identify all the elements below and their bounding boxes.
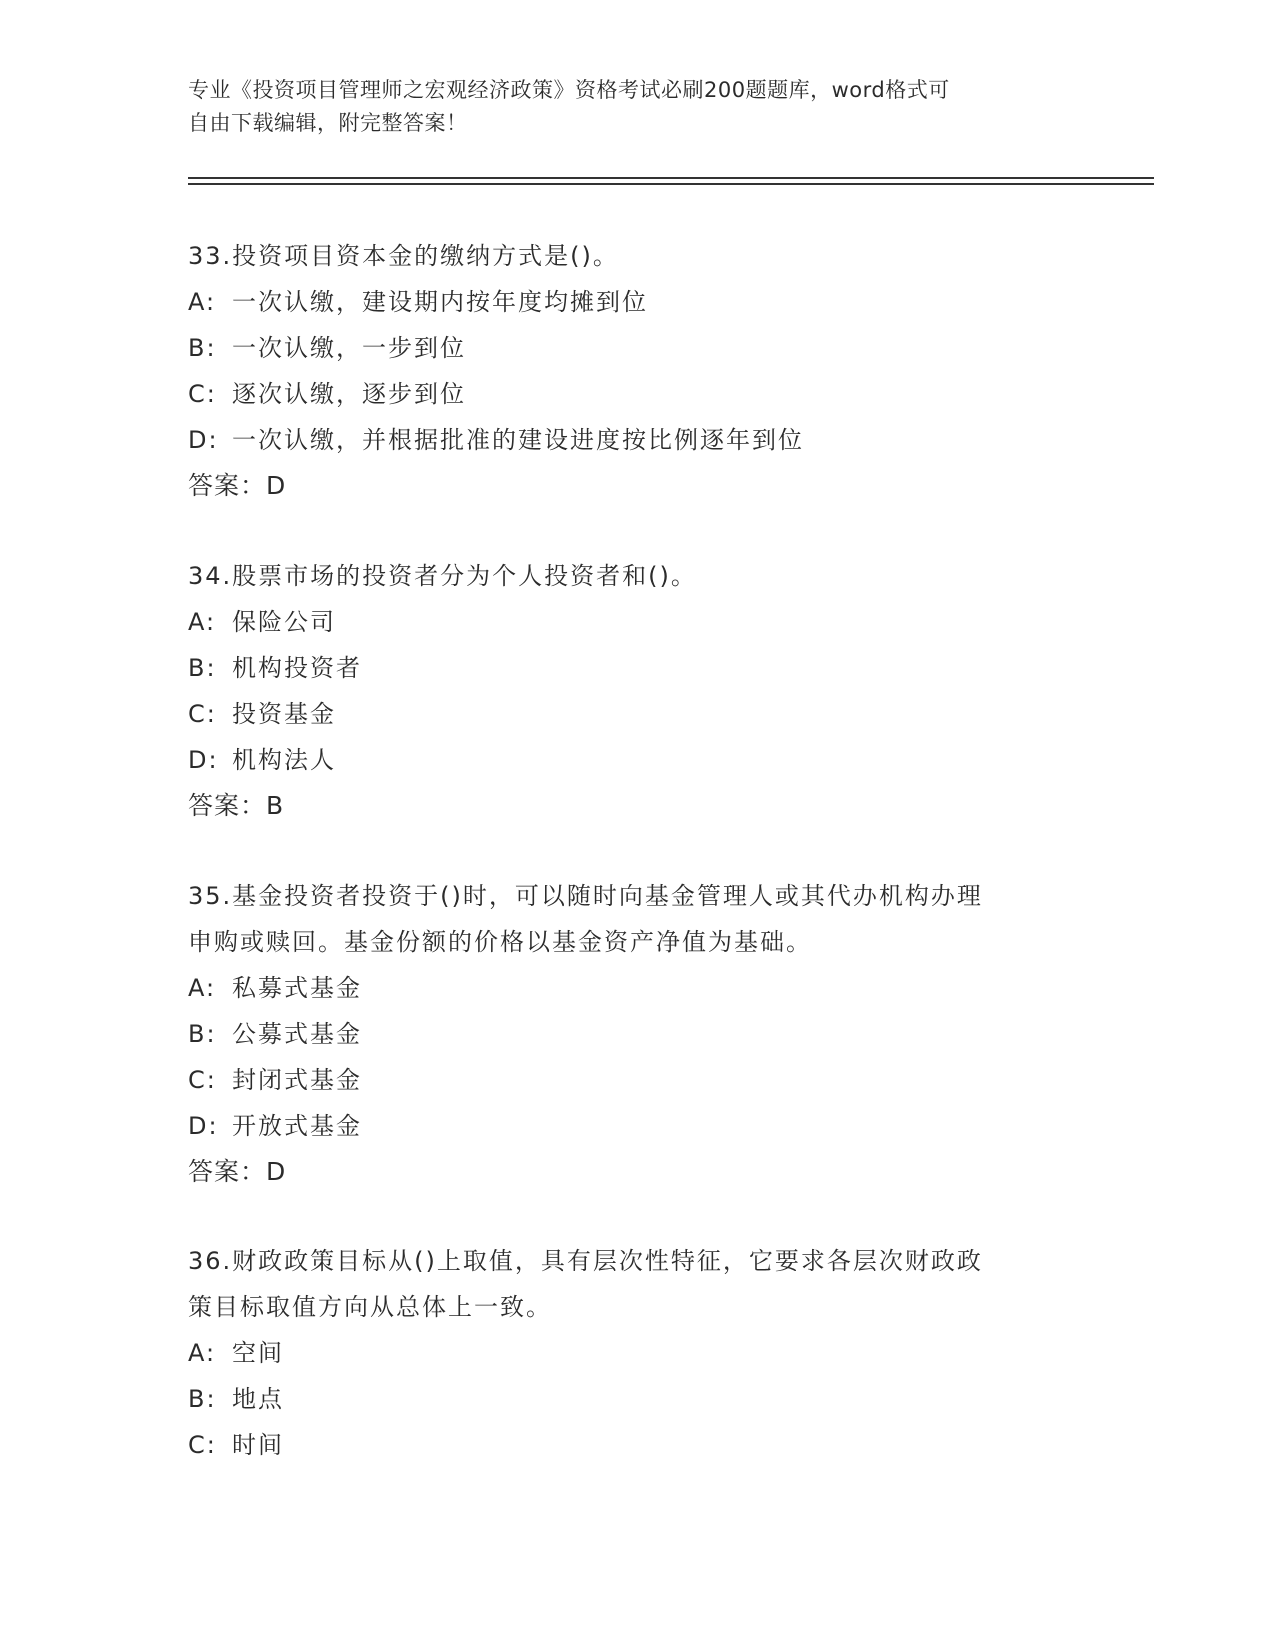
option-b	[188, 1011, 1088, 1057]
option-letter: C:	[188, 700, 217, 728]
option-letter: A:	[188, 1339, 217, 1367]
option-letter: A:	[188, 288, 217, 316]
option-letter: D:	[188, 426, 219, 454]
option-letter: C:	[188, 1431, 217, 1459]
option-d	[188, 737, 1088, 783]
option-letter: D:	[188, 1112, 219, 1140]
option-text: 开放式基金	[232, 1112, 362, 1140]
option-c	[188, 691, 1088, 737]
question-36	[188, 1238, 1088, 1468]
option-text: 逐次认缴，逐步到位	[232, 380, 466, 408]
option-text: 一次认缴，并根据批准的建设进度按比例逐年到位	[232, 426, 804, 454]
option-text: 公募式基金	[232, 1020, 362, 1048]
option-letter: B:	[188, 334, 217, 362]
option-text: 机构法人	[232, 746, 336, 774]
option-text: 时间	[232, 1431, 284, 1459]
option-letter: D:	[188, 746, 219, 774]
answer-line: 答案：D	[188, 471, 287, 500]
option-text: 保险公司	[232, 608, 336, 636]
option-a	[188, 1330, 1088, 1376]
question-stem-continued: 申购或赎回。基金份额的价格以基金资产净值为基础。	[188, 928, 812, 956]
option-a	[188, 965, 1088, 1011]
question-stem: 35.基金投资者投资于()时，可以随时向基金管理人或其代办机构办理	[188, 882, 983, 910]
option-text: 封闭式基金	[232, 1066, 362, 1094]
option-c	[188, 1422, 1088, 1468]
option-letter: B:	[188, 1020, 217, 1048]
option-text: 地点	[232, 1385, 284, 1413]
option-a	[188, 279, 1088, 325]
option-c	[188, 371, 1088, 417]
option-text: 空间	[232, 1339, 284, 1367]
option-text: 一次认缴，一步到位	[232, 334, 466, 362]
option-letter: B:	[188, 654, 217, 682]
option-letter: C:	[188, 380, 217, 408]
option-b	[188, 645, 1088, 691]
option-b	[188, 1376, 1088, 1422]
question-stem: 34.股票市场的投资者分为个人投资者和()。	[188, 562, 697, 590]
header-divider-bottom	[188, 183, 1154, 185]
option-text: 机构投资者	[232, 654, 362, 682]
option-b	[188, 325, 1088, 371]
header-line-1: 专业《投资项目管理师之宏观经济政策》资格考试必刷200题题库，word格式可	[188, 78, 950, 102]
document-header	[188, 74, 1078, 140]
option-letter: C:	[188, 1066, 217, 1094]
question-stem: 33.投资项目资本金的缴纳方式是()。	[188, 242, 619, 270]
answer-line: 答案：D	[188, 1157, 287, 1186]
option-text: 投资基金	[232, 700, 336, 728]
question-33	[188, 233, 1088, 509]
option-letter: B:	[188, 1385, 217, 1413]
option-d	[188, 417, 1088, 463]
question-stem-continued: 策目标取值方向从总体上一致。	[188, 1293, 552, 1321]
option-text: 一次认缴，建设期内按年度均摊到位	[232, 288, 648, 316]
option-letter: A:	[188, 974, 217, 1002]
option-a	[188, 599, 1088, 645]
header-line-2: 自由下载编辑，附完整答案！	[188, 111, 468, 135]
answer-line: 答案：B	[188, 791, 285, 820]
option-c	[188, 1057, 1088, 1103]
option-d	[188, 1103, 1088, 1149]
header-divider-top	[188, 177, 1154, 179]
question-stem: 36.财政政策目标从()上取值，具有层次性特征，它要求各层次财政政	[188, 1247, 983, 1275]
question-35	[188, 873, 1088, 1195]
option-text: 私募式基金	[232, 974, 362, 1002]
option-letter: A:	[188, 608, 217, 636]
question-34	[188, 553, 1088, 829]
